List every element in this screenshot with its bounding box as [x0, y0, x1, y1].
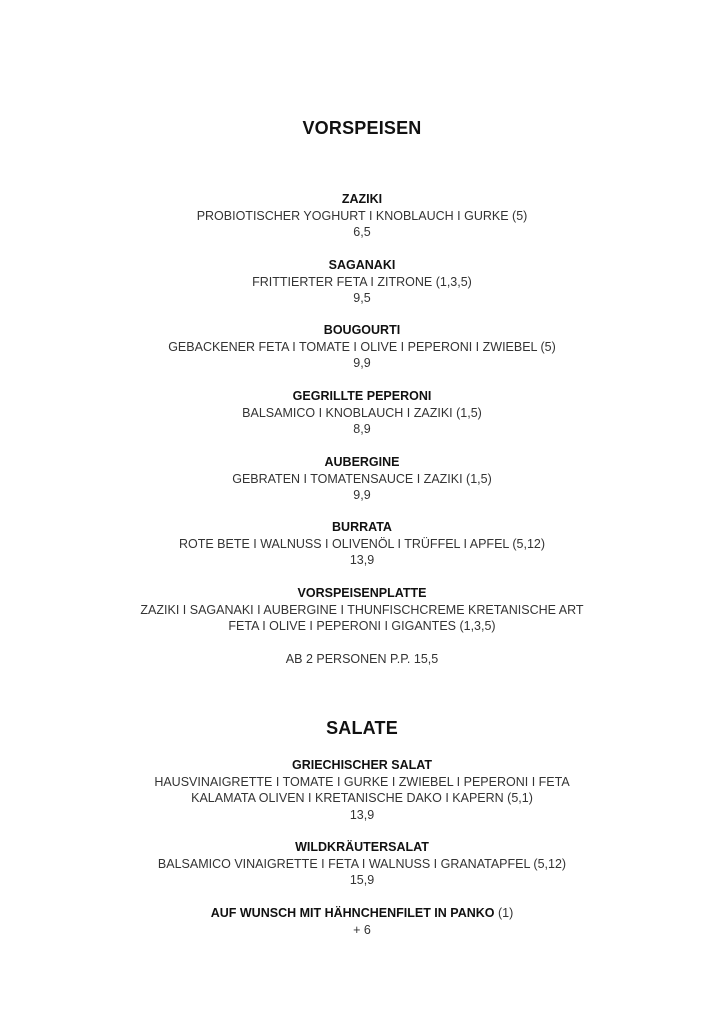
dish-price: 13,9: [349, 807, 375, 822]
dish-price: 9,9: [353, 488, 371, 502]
dish-name: AUBERGINE: [324, 455, 400, 469]
extra-name: AUF WUNSCH MIT HÄHNCHENFILET IN PANKO: [210, 906, 495, 920]
dish-price: 13,9: [349, 553, 375, 567]
dish-wildkraeutersalat: [0, 839, 724, 889]
dish-description: BALSAMICO I KNOBLAUCH I ZAZIKI (1,5): [242, 405, 482, 420]
dish-description: BALSAMICO VINAIGRETTE I FETA I WALNUSS I GRANATAPFEL (5,12): [157, 856, 567, 871]
dish-name: BURRATA: [332, 520, 392, 534]
extra-price: + 6: [353, 922, 371, 937]
dish-name: ZAZIKI: [341, 192, 383, 206]
platter-price-note: AB 2 PERSONEN P.P. 15,5: [285, 652, 439, 666]
extra-line: [0, 905, 724, 922]
dish-zaziki: [0, 191, 724, 241]
dish-description: FRITTIERTER FETA I ZITRONE (1,3,5): [252, 274, 472, 289]
dish-name: SAGANAKI: [328, 258, 396, 272]
extra-allergen: (1): [497, 906, 514, 920]
dish-description: PROBIOTISCHER YOGHURT I KNOBLAUCH I GURKE (5): [196, 208, 528, 223]
dish-name: VORSPEISENPLATTE: [297, 586, 427, 600]
dish-vorspeisenplatte: [0, 585, 724, 635]
dish-description-line-1: ZAZIKI I SAGANAKI I AUBERGINE I THUNFISCHCREME KRETANISCHE ART: [140, 602, 584, 617]
dish-price: 6,5: [353, 225, 371, 239]
dish-price: 8,9: [353, 422, 371, 436]
dish-price: 15,9: [349, 873, 375, 887]
dish-description-line-2: KALAMATA OLIVEN I KRETANISCHE DAKO I KAPERN (5,1): [191, 791, 533, 805]
dish-saganaki: [0, 257, 724, 307]
dish-name: WILDKRÄUTERSALAT: [295, 840, 429, 854]
dish-griechischer-salat: [0, 757, 724, 823]
dish-description: GEBRATEN I TOMATENSAUCE I ZAZIKI (1,5): [232, 471, 492, 486]
dish-bougourti: [0, 322, 724, 372]
dish-name: BOUGOURTI: [323, 323, 401, 337]
dish-description-line-1: HAUSVINAIGRETTE I TOMATE I GURKE I ZWIEBEL I PEPERONI I FETA: [154, 774, 570, 789]
dish-description: ROTE BETE I WALNUSS I OLIVENÖL I TRÜFFEL I APFEL (5,12): [178, 536, 546, 551]
section-title-salate: SALATE: [326, 718, 398, 738]
dish-price: 9,5: [353, 291, 371, 305]
dish-description: GEBACKENER FETA I TOMATE I OLIVE I PEPERONI I ZWIEBEL (5): [168, 339, 556, 354]
dish-description-line-2: FETA I OLIVE I PEPERONI I GIGANTES (1,3,5): [228, 619, 496, 633]
dish-name: GEGRILLTE PEPERONI: [292, 389, 432, 403]
dish-aubergine: [0, 454, 724, 504]
dish-name: GRIECHISCHER SALAT: [291, 758, 433, 772]
dish-gegrillte-peperoni: [0, 388, 724, 438]
dish-burrata: [0, 519, 724, 569]
dish-extra-haehnchenfilet: [0, 905, 724, 938]
section-title-vorspeisen: VORSPEISEN: [302, 118, 422, 138]
dish-price: 9,9: [353, 356, 371, 370]
